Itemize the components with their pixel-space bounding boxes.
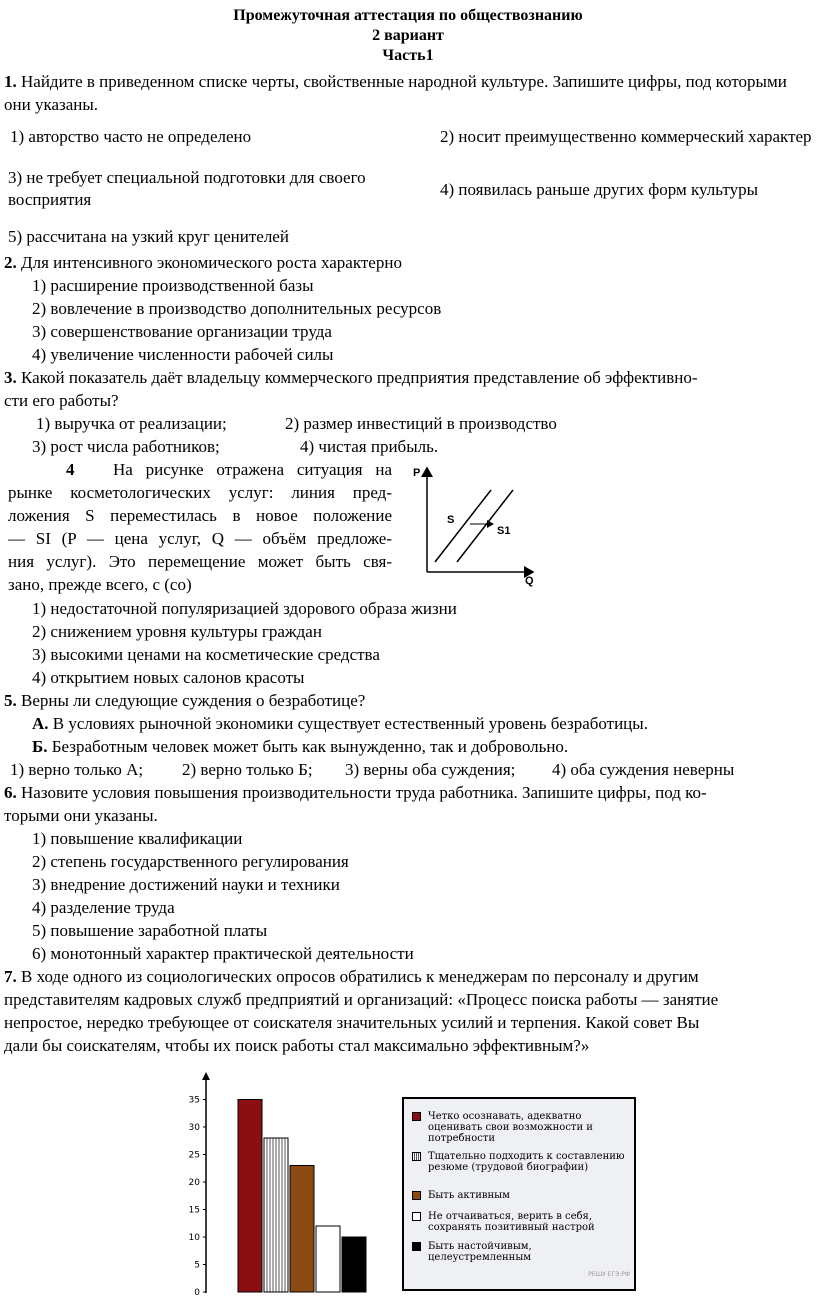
legend-swatch [412, 1152, 421, 1161]
q7-line-1: В ходе одного из социологических опросов обратились к менеджерам по персоналу и другим [21, 967, 699, 986]
q5-statement-b [32, 735, 568, 758]
question-number: 1. [4, 72, 17, 91]
watermark: РЕШУ ЕГЭ.РФ [588, 1271, 630, 1278]
s-line [435, 490, 491, 562]
question-text: Найдите в приведенном списке черты, свойственные народной культуре. Запишите цифры, под которыми они указаны. [4, 72, 787, 114]
q1-option-1: 1) авторство часто не определено [10, 127, 252, 146]
legend-label: Не отчаиваться, верить в себя, сохранять позитивный настрой [428, 1211, 595, 1233]
q4-line-6: зано, прежде всего, с (со) [8, 575, 192, 594]
legend-swatch [412, 1191, 421, 1200]
q7-line-2: представителям кадровых служб предприятий и организаций: «Процесс поиска работы — занятие [4, 990, 719, 1009]
question-3 [4, 366, 816, 389]
q3-option-3: 3) рост числа работников; [32, 437, 220, 456]
q2-option-1: 1) расширение производственной базы [32, 276, 314, 295]
doc-part: Часть1 [382, 47, 434, 64]
bar-chart [170, 1068, 400, 1300]
question-text-line-2: сти его работы? [4, 391, 119, 410]
q4-option-3: 3) высокими ценами на косметические средства [32, 645, 380, 664]
bar-3 [290, 1166, 314, 1293]
question-number: 2. [4, 253, 17, 272]
y-axis-arrow [202, 1072, 210, 1080]
q6-option-6: 6) монотонный характер практической деятельности [32, 944, 414, 963]
supply-shift-graph [405, 460, 545, 588]
q6-option-3: 3) внедрение достижений науки и техники [32, 875, 340, 894]
q4-line-3: ложения S переместилась в новое положение [8, 506, 392, 525]
question-1 [4, 70, 816, 116]
q4-option-1: 1) недостаточной популяризацией здорового образа жизни [32, 599, 457, 618]
q1-option-3: 3) не требует специальной подготовки для своего восприятия [8, 168, 366, 209]
q4-line-2: рынке косметологических услуг: линия пред- [8, 483, 392, 502]
y-tick-label: 5 [194, 1260, 200, 1271]
chart-legend [402, 1097, 636, 1291]
s-label: S [447, 514, 455, 526]
question-text-line-2: торыми они указаны. [4, 806, 158, 825]
legend-swatch [412, 1212, 421, 1221]
q2-option-2: 2) вовлечение в производство дополнительных ресурсов [32, 299, 442, 318]
y-tick-label: 30 [188, 1123, 200, 1133]
q5-option-4: 4) оба суждения неверны [552, 760, 735, 779]
question-6 [4, 781, 816, 804]
q1-option-2: 2) носит преимущественно коммерческий характер [440, 127, 812, 146]
question-4 [8, 458, 392, 596]
question-2 [4, 251, 816, 274]
question-number: 5. [4, 691, 17, 710]
y-tick-label: 35 [188, 1095, 200, 1106]
question-text-line-1: Назовите условия повышения производительности труда работника. Запишите цифры, под ко- [21, 783, 707, 802]
q3-option-2: 2) размер инвестиций в производство [285, 414, 557, 433]
page-header [0, 0, 816, 66]
q5-option-1: 1) верно только А; [10, 760, 144, 779]
question-7 [4, 965, 816, 988]
y-tick-label: 10 [188, 1233, 200, 1243]
q7-line-3: непростое, нередко требующее от соискателя значительных усилий и терпения. Какой совет Вы [4, 1013, 700, 1032]
statement-text: Безработным человек может быть как вынужденно, так и добровольно. [51, 737, 569, 756]
q6-option-1: 1) повышение квалификации [32, 829, 243, 848]
q5-option-2: 2) верно только Б; [182, 760, 313, 779]
statement-label: Б. [32, 737, 48, 756]
legend-label: Четко осознавать, адекватно оценивать свои возможности и потребности [428, 1111, 593, 1144]
q4-line-5: ния услуг). Это перемещение может быть свя- [8, 552, 392, 571]
q3-option-1: 1) выручка от реализации; [36, 414, 227, 433]
question-text-line-1: Какой показатель даёт владельцу коммерческого предприятия представление об эффективно- [21, 368, 698, 387]
legend-label: Тщательно подходить к составлению резюме (трудовой биографии) [428, 1151, 625, 1173]
q1-option-5: 5) рассчитана на узкий круг ценителей [8, 227, 289, 246]
q6-option-4: 4) разделение труда [32, 898, 175, 917]
doc-title: Промежуточная аттестация по обществознанию [233, 7, 583, 24]
q5-statement-a [32, 712, 648, 735]
question-number: 4 [66, 460, 75, 479]
legend-label: Быть активным [428, 1190, 510, 1201]
q6-option-5: 5) повышение заработной платы [32, 921, 268, 940]
q1-option-4: 4) появилась раньше других форм культуры [440, 180, 758, 199]
s1-label: S1 [497, 525, 511, 537]
q2-option-4: 4) увеличение численности рабочей силы [32, 345, 334, 364]
y-tick-label: 0 [194, 1288, 200, 1298]
q6-option-2: 2) степень государственного регулирования [32, 852, 349, 871]
q4-line-4: — SI (P — цена услуг, Q — объём предложе- [8, 529, 392, 548]
question-text: Верны ли следующие суждения о безработице? [21, 691, 366, 710]
bar-4 [316, 1226, 340, 1292]
bar-5 [342, 1237, 366, 1292]
q7-line-4: дали бы соискателям, чтобы их поиск работы стал максимально эффективным?» [4, 1036, 590, 1055]
legend-swatch [412, 1242, 421, 1251]
legend-swatch [412, 1112, 421, 1121]
y-tick-label: 15 [188, 1205, 200, 1216]
statement-text: В условиях рыночной экономики существует естественный уровень безработицы. [52, 714, 648, 733]
q2-option-3: 3) совершенствование организации труда [32, 322, 332, 341]
y-tick-label: 20 [188, 1178, 200, 1188]
q5-option-3: 3) верны оба суждения; [345, 760, 516, 779]
statement-label: А. [32, 714, 49, 733]
question-number: 3. [4, 368, 17, 387]
question-5 [4, 689, 816, 712]
y-tick-label: 25 [188, 1150, 200, 1161]
question-text: Для интенсивного экономического роста характерно [21, 253, 402, 272]
bar-2 [264, 1138, 288, 1292]
p-label: P [413, 467, 421, 479]
doc-variant: 2 вариант [372, 27, 444, 44]
q3-option-4: 4) чистая прибыль. [300, 437, 439, 456]
q4-option-2: 2) снижением уровня культуры граждан [32, 622, 322, 641]
question-number: 7. [4, 967, 17, 986]
q4-line-1: На рисунке отражена ситуация на [112, 460, 393, 479]
legend-label: Быть настойчивым, целеустремленным [428, 1241, 532, 1263]
bar-1 [238, 1100, 262, 1293]
q4-option-4: 4) открытием новых салонов красоты [32, 668, 305, 687]
question-number: 6. [4, 783, 17, 802]
q-label: Q [525, 575, 534, 587]
